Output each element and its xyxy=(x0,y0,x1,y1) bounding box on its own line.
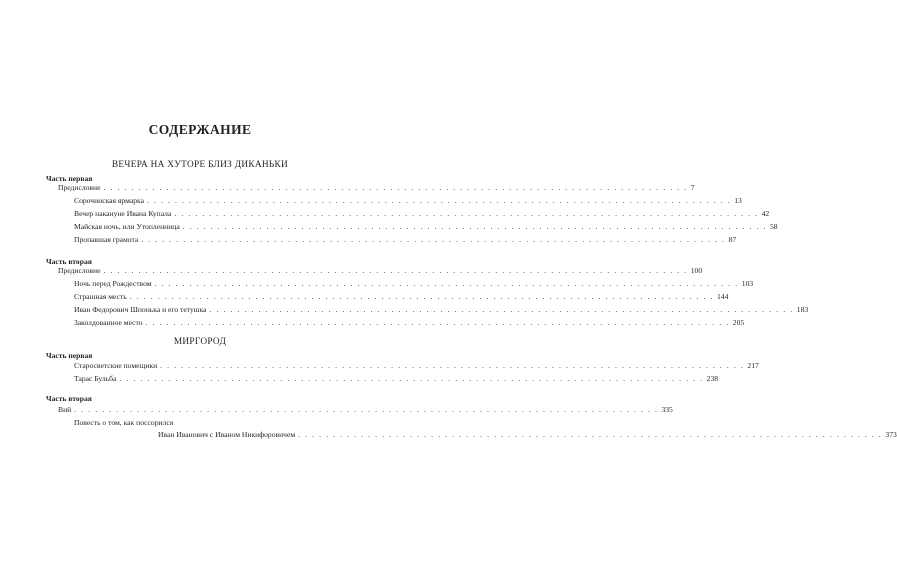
leader-dots: . . . . . . . . . . . . . . . . . . . . . . . . . . . . . . . . . . . . . . . . . . . . . . . . . . . . . . . . . . . . . . . . . . . . . . . . . . . . . . . . . . . . xyxy=(145,318,730,327)
toc-entry-page: 87 xyxy=(728,235,737,244)
toc-entry-title: Майская ночь, или Утопленница xyxy=(74,222,180,231)
toc-entry-page: 238 xyxy=(706,374,719,383)
leader-dots: . . . . . . . . . . . . . . . . . . . . . . . . . . . . . . . . . . . . . . . . . . . . . . . . . . . . . . . . . . . . . . . . . . . . . . . . . . . . . . . . . . . . xyxy=(129,292,714,301)
toc-entry-title: Вечер накануне Ивана Купала xyxy=(74,209,172,218)
toc-entry[interactable] xyxy=(74,292,729,302)
toc-entry-title: Старосветские помещики xyxy=(74,361,158,370)
leader-dots: . . . . . . . . . . . . . . . . . . . . . . . . . . . . . . . . . . . . . . . . . . . . . . . . . . . . . . . . . . . . . . . . . . . . . . . . . . . . . . . . . . . . xyxy=(146,196,732,205)
leader-dots: . . . . . . . . . . . . . . . . . . . . . . . . . . . . . . . . . . . . . . . . . . . . . . . . . . . . . . . . . . . . . . . . . . . . . . . . . . . . . . . . . . . . xyxy=(141,235,726,244)
leader-dots: . . . . . . . . . . . . . . . . . . . . . . . . . . . . . . . . . . . . . . . . . . . . . . . . . . . . . . . . . . . . . . . . . . . . . . . . . . . . . . . . . . . . xyxy=(119,374,704,383)
toc-entry-title: Предисловие xyxy=(58,183,101,192)
toc-entry-page: 42 xyxy=(761,209,770,218)
toc-entry[interactable] xyxy=(74,235,737,245)
page-title: СОДЕРЖАНИЕ xyxy=(148,122,252,137)
part-label: Часть первая xyxy=(46,174,93,183)
toc-entry-page: 7 xyxy=(690,183,695,192)
toc-entry-page: 217 xyxy=(747,361,759,370)
toc-entry[interactable] xyxy=(74,305,809,315)
toc-entry[interactable] xyxy=(74,318,745,328)
toc-entry-title: Страшная месть xyxy=(74,292,127,301)
toc-entry-title: Иван Иванович с Иваном Никифоровичем xyxy=(158,430,296,439)
leader-dots: . . . . . . . . . . . . . . . . . . . . . . . . . . . . . . . . . . . . . . . . . . . . . . . . . . . . . . . . . . . . . . . . . . . . . . . . . . . . . . . . . . . . xyxy=(298,430,883,439)
toc-entry[interactable] xyxy=(74,196,742,206)
leader-dots: . . . . . . . . . . . . . . . . . . . . . . . . . . . . . . . . . . . . . . . . . . . . . . . . . . . . . . . . . . . . . . . . . . . . . . . . . . . . . . . . . . . . xyxy=(209,305,794,314)
leader-dots: . . . . . . . . . . . . . . . . . . . . . . . . . . . . . . . . . . . . . . . . . . . . . . . . . . . . . . . . . . . . . . . . . . . . . . . . . . . . . . . . . . . . xyxy=(160,361,745,370)
part-label: Часть вторая xyxy=(46,394,92,403)
toc-entry[interactable] xyxy=(58,266,703,276)
toc-entry[interactable] xyxy=(158,430,897,440)
toc-entry[interactable] xyxy=(58,405,673,415)
part-label: Часть первая xyxy=(46,351,93,360)
toc-entry[interactable] xyxy=(74,209,770,219)
toc-entry-title-continued[interactable]: Повесть о том, как поссорился xyxy=(74,418,174,427)
leader-dots: . . . . . . . . . . . . . . . . . . . . . . . . . . . . . . . . . . . . . . . . . . . . . . . . . . . . . . . . . . . . . . . . . . . . . . . . . . . . . . . . . . . . xyxy=(103,183,688,192)
toc-entry-page: 144 xyxy=(716,292,729,301)
leader-dots: . . . . . . . . . . . . . . . . . . . . . . . . . . . . . . . . . . . . . . . . . . . . . . . . . . . . . . . . . . . . . . . . . . . . . . . . . . . . . . . . . . . . xyxy=(174,209,759,218)
toc-entry-page: 205 xyxy=(732,318,745,327)
leader-dots: . . . . . . . . . . . . . . . . . . . . . . . . . . . . . . . . . . . . . . . . . . . . . . . . . . . . . . . . . . . . . . . . . . . . . . . . . . . . . . . . . . . . xyxy=(182,222,767,231)
section-title: ВЕЧЕРА НА ХУТОРЕ БЛИЗ ДИКАНЬКИ xyxy=(111,160,289,170)
leader-dots: . . . . . . . . . . . . . . . . . . . . . . . . . . . . . . . . . . . . . . . . . . . . . . . . . . . . . . . . . . . . . . . . . . . . . . . . . . . . . . . . . . . . xyxy=(74,405,659,414)
leader-dots: . . . . . . . . . . . . . . . . . . . . . . . . . . . . . . . . . . . . . . . . . . . . . . . . . . . . . . . . . . . . . . . . . . . . . . . . . . . . . . . . . . . . xyxy=(154,279,739,288)
toc-entry-title: Тарас Бульба xyxy=(74,374,117,383)
toc-entry[interactable] xyxy=(74,279,754,289)
toc-entry-page: 335 xyxy=(661,405,673,414)
toc-entry-title: Пропавшая грамота xyxy=(74,235,139,244)
toc-entry-page: 58 xyxy=(769,222,778,231)
toc-entry[interactable] xyxy=(58,183,695,193)
toc-entry-page: 103 xyxy=(741,279,754,288)
leader-dots: . . . . . . . . . . . . . . . . . . . . . . . . . . . . . . . . . . . . . . . . . . . . . . . . . . . . . . . . . . . . . . . . . . . . . . . . . . . . . . . . . . . . xyxy=(103,266,688,275)
toc-entry-page: 373 xyxy=(885,430,897,439)
toc-entry-title: Иван Федорович Шпонька и его тетушка xyxy=(74,305,207,314)
toc-entry[interactable] xyxy=(74,374,719,384)
toc-entry-page: 13 xyxy=(734,196,742,205)
toc-entry-page: 100 xyxy=(690,266,703,275)
toc-entry-page: 183 xyxy=(796,305,809,314)
toc-entry-title: Ночь перед Рождеством xyxy=(74,279,152,288)
toc-entry-title: Заколдованное место xyxy=(74,318,143,327)
part-label: Часть вторая xyxy=(46,257,92,266)
toc-entry[interactable] xyxy=(74,361,759,371)
toc-entry-title: Сорочинская ярмарка xyxy=(74,196,144,205)
toc-entry-title: Вий xyxy=(58,405,72,414)
toc-entry[interactable] xyxy=(74,222,778,232)
section-title: МИРГОРОД xyxy=(173,337,227,347)
toc-entry-title: Предисловие xyxy=(58,266,101,275)
